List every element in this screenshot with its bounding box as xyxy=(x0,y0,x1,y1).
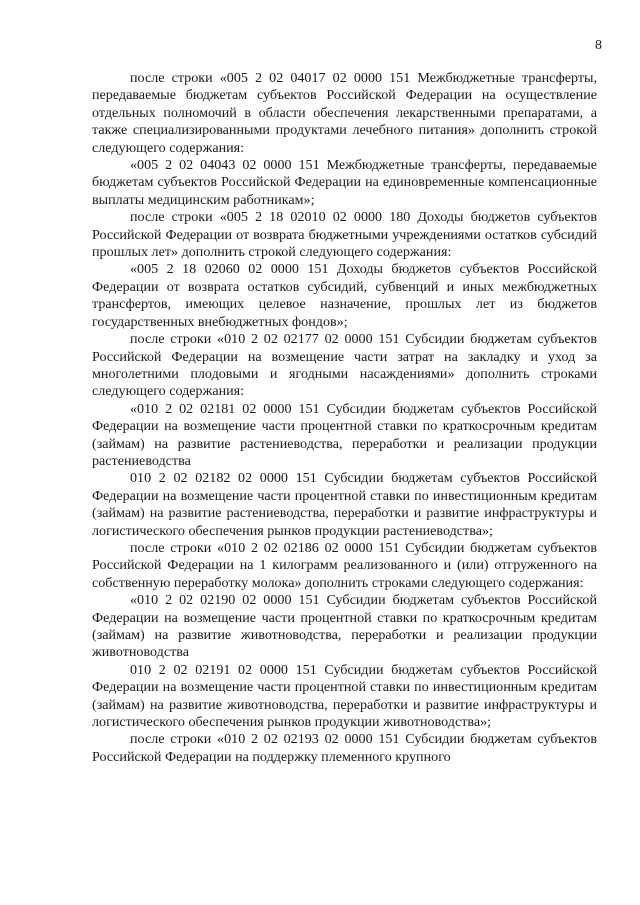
paragraph: после строки «010 2 02 02177 02 0000 151 Субсидии бюджетам субъектов Российской Федерации на возмещение части затрат на закладку и уход за многолетними плодовыми и ягодными насаждениями» дополнить строками следующего содержания: xyxy=(92,331,597,400)
paragraph: после строки «010 2 02 02186 02 0000 151 Субсидии бюджетам субъектов Российской Федерации на 1 килограмм реализованного и (или) отгруженного на собственную переработку молока» дополнить строками следующего содержания: xyxy=(92,539,597,591)
paragraph: «010 2 02 02181 02 0000 151 Субсидии бюджетам субъектов Российской Федерации на возмещение части процентной ставки по краткосрочным кредитам (займам) на развитие растениеводства, переработки и реализации продукции растениеводства xyxy=(92,400,597,469)
paragraph: «010 2 02 02190 02 0000 151 Субсидии бюджетам субъектов Российской Федерации на возмещение части процентной ставки по краткосрочным кредитам (займам) на развитие животноводства, переработки и реализации продукции животноводства xyxy=(92,592,597,661)
document-body xyxy=(92,70,597,766)
paragraph: после строки «005 2 02 04017 02 0000 151 Межбюджетные трансферты, передаваемые бюджетам субъектов Российской Федерации на осуществление отдельных полномочий в области обеспечения лекарственными препаратами, а также специализированными продуктами лечебного питания» дополнить строкой следующего содержания: xyxy=(92,70,597,156)
paragraph: 010 2 02 02191 02 0000 151 Субсидии бюджетам субъектов Российской Федерации на возмещение части процентной ставки по инвестиционным кредитам (займам) на развитие животноводства, переработки и развитие инфраструктуры и логистического обеспечения рынков продукции животноводства»; xyxy=(92,661,597,731)
page-number: 8 xyxy=(595,38,602,53)
paragraph: 010 2 02 02182 02 0000 151 Субсидии бюджетам субъектов Российской Федерации на возмещение части процентной ставки по инвестиционным кредитам (займам) на развитие растениеводства, переработки и развитие инфраструктуры и логистического обеспечения рынков продукции растениеводства»; xyxy=(92,470,597,539)
paragraph: «005 2 02 04043 02 0000 151 Межбюджетные трансферты, передаваемые бюджетам субъектов Российской Федерации на единовременные компенсационные выплаты медицинским работникам»; xyxy=(92,157,597,208)
paragraph: после строки «005 2 18 02010 02 0000 180 Доходы бюджетов субъектов Российской Федерации от возврата бюджетными учреждениями остатков субсидий прошлых лет» дополнить строкой следующего содержания: xyxy=(92,209,597,261)
paragraph: после строки «010 2 02 02193 02 0000 151 Субсидии бюджетам субъектов Российской Федерации на поддержку племенного крупного xyxy=(92,731,597,765)
paragraph: «005 2 18 02060 02 0000 151 Доходы бюджетов субъектов Российской Федерации от возврата остатков субсидий, субвенций и иных межбюджетных трансфертов, имеющих целевое назначение, прошлых лет из бюджетов государственных внебюджетных фондов»; xyxy=(92,261,597,330)
